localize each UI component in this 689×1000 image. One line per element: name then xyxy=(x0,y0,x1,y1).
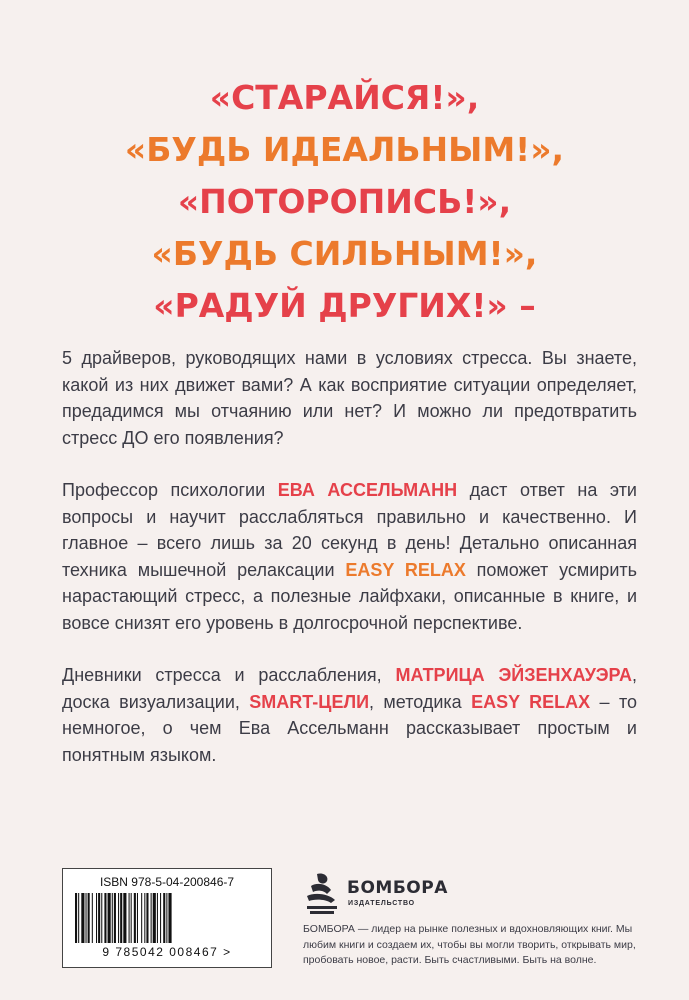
easy-relax-method-highlight: EASY RELAX xyxy=(471,691,591,712)
publisher-description: БОМБОРА — лидер на рынке полезных и вдохновляющих книг. Мы любим книги и создаем их, чтобы вы могли творить, открывать мир, пробовать новое, расти. Быть счастливыми. Быть на волне. xyxy=(303,923,636,966)
paragraph-methods-text-2: , доска визуализации, xyxy=(62,665,638,712)
smart-goals-highlight: SMART-ЦЕЛИ xyxy=(249,691,370,712)
bombora-logo-icon xyxy=(303,872,343,918)
isbn-label: ISBN 978-5-04-200846-7 xyxy=(99,875,235,889)
barcode-box xyxy=(62,868,272,968)
paragraph-methods xyxy=(62,662,637,768)
headline-line-1: «СТАРАЙСЯ!», xyxy=(209,78,480,117)
matrix-highlight: МАТРИЦА ЭЙЗЕНХАУЭРА xyxy=(395,665,632,685)
paragraph-author-text-3: поможет усмирить нарастающий стресс, а полезные лайфхаки, описанные в книге, и вовсе снизят его уровень в долгосрочной перспективе. xyxy=(62,559,637,633)
easy-relax-highlight: EASY RELAX xyxy=(345,559,466,580)
headline-line-4: «БУДЬ СИЛЬНЫМ!», xyxy=(151,234,538,273)
paragraph-drivers: 5 драйверов, руководящих нами в условиях стресса. Вы знаете, какой из них движет вами? А как восприятие ситуации определяет, предадимся мы отчаянию или нет? И можно ли предотвратить стресс ДО его появления? xyxy=(62,348,637,448)
paragraph-methods-text-3: , методика xyxy=(369,691,472,712)
paragraph-author-text-1: Профессор психологии xyxy=(62,480,278,500)
paragraph-methods-text-1: Дневники стресса и расслабления, xyxy=(62,665,396,685)
publisher-logo-name: БОМБОРА xyxy=(347,878,448,898)
barcode-digits: 9 785042 008467 > xyxy=(102,945,232,959)
headline-block xyxy=(0,72,689,332)
publisher-logo xyxy=(303,872,448,924)
barcode-bars xyxy=(75,893,259,943)
headline-line-5: «РАДУЙ ДРУГИХ!» – xyxy=(153,286,536,325)
paragraph-methods-text-4: – то немногое, о чем Ева Ассельманн рассказывает простым и понятным языком. xyxy=(62,691,638,765)
paragraph-author xyxy=(62,477,637,636)
paragraph-author-text-2: даст ответ на эти вопросы и научит расслабляться правильно и качественно. И главное – всего лишь за 20 секунд в день! Детально описанная техника мышечной релаксации xyxy=(62,480,637,580)
headline-line-2: «БУДЬ ИДЕАЛЬНЫМ!», xyxy=(124,130,565,169)
body-text xyxy=(62,345,637,794)
author-name-highlight: ЕВА АССЕЛЬМАНН xyxy=(277,480,458,500)
publisher-logo-subtitle: ИЗДАТЕЛЬСТВО xyxy=(348,900,415,907)
headline-line-3: «ПОТОРОПИСЬ!», xyxy=(177,182,512,221)
